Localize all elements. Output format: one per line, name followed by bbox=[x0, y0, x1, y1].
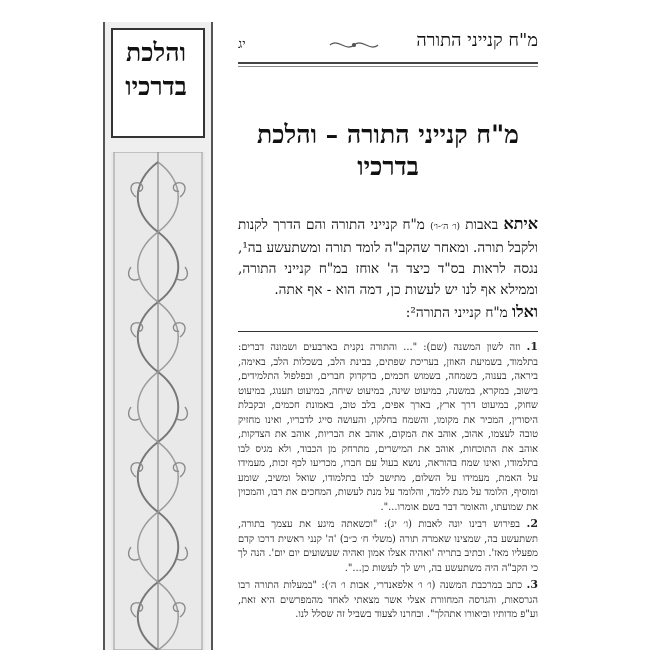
header-ornament-icon bbox=[328, 38, 380, 52]
page-number: יג bbox=[238, 37, 246, 52]
footnote-separator bbox=[238, 331, 538, 332]
side-title bbox=[113, 36, 199, 104]
side-column bbox=[103, 22, 213, 650]
main-text bbox=[238, 213, 538, 324]
side-title-line2: בדרכיו bbox=[125, 72, 187, 101]
footnote bbox=[238, 517, 538, 576]
footnote-text: כתב במרכבת המשנה (ו׳ ו׳ אלפאנדרי, אבות ו׳ ה׳): "במעלות התורה רבו הגרסאות, והגרסה המחוורת אצלי אשר מצאתי לאחד מהמפרשים היא זאת, וע"פ מדותיו וביאורו אתהלך". ובחרנו לצעוד בשביל זה שסלל לנו. bbox=[238, 580, 538, 620]
source-reference: (ו׳ ה׳-ו׳) bbox=[430, 222, 460, 232]
side-title-line1: והלכת bbox=[126, 38, 186, 67]
paragraph-text: מ"ח קנייני התורה²: bbox=[405, 305, 513, 321]
header-rule-thin bbox=[238, 66, 538, 67]
footnote-text: וזה לשון המשנה (שם): "... והתורה נקנית בארבעים ושמונה דברים: בתלמוד, בשמיעת האוזן, בעריכת שפתים, בבינת הלב, בשכלות הלב, באימה, ביראה, בענוה, בשמחה, בשמוש חכמים, בדקדוק חברים, ובפלפול התלמידים, בישוב, במקרא, במשנה, במיעוט שינה, במיעוט שיחה, במיעוט תענוג, במיעוט שחוק, במיעוט דרך ארץ, בארך אפים, בלב טוב, באמונת חכמים, ובקבלת היסורין, המכיר את מקומו, והשמח בחלקו, והעושה סייג לדבריו, ואינו מחזיק טובה לעצמו, אהוב, אוהב את המקום, אוהב את הבריות, אוהב את הצדקות, אוהב את התוכחות, אוהב את המישרים, מתרחק מן הכבוד, ולא מגיס לבו בתלמודו, ואינו שמח בהוראה, נושא בעול עם חברו, מכריעו לכף זכות, מעמידו על האמת, מעמידו על השלום, מתישב לבו בתלמודו, שואל ומשיב, שומע ומוסיף, הלומד על מנת ללמד, והלומד על מנת לעשות, המחכים את רבו, והמכוין את שמועתו, והאומר דבר בשם אומרו...". bbox=[238, 342, 538, 513]
side-title-box bbox=[111, 28, 205, 138]
footnote-number: 2. bbox=[526, 517, 538, 530]
footnote-text: בפירוש רבינו יונה לאבות (ו׳ יג): "וכשאתה מיגע את עצמך בתורה, תשתעשע בה, שמצינו שאמרה תורה (משלי ח׳ כ״ב) 'ה' קנני ראשית דרכו קדם מפעליו מאז'. וכתיב בתריה 'ואהיה אצלו אמון ואהיה שעשועים יום יום'. הנה לך כי הקב"ה היה משתעשע בה, ויש לך לעשות כן...". bbox=[238, 519, 538, 574]
floral-ornament-icon bbox=[111, 152, 205, 650]
paragraph-1 bbox=[238, 213, 538, 301]
paragraph-text: באבות bbox=[459, 217, 504, 233]
footnote bbox=[238, 578, 538, 623]
paragraph-2 bbox=[238, 301, 538, 324]
paragraph-text: מ"ח קנייני התורה והם הדרך לקנות ולקבל תורה. ומאחר שהקב"ה לומד תורה ומשתעשע בה¹, נגסה לראות בס"ד כיצד ה' אוחז במ"ח קנייני התורה, וממילא אף לנו יש לעשות כן, דמה הוא - אף אתה. bbox=[238, 217, 538, 298]
footnotes bbox=[238, 340, 538, 625]
chapter-title-line2: בדרכיו bbox=[357, 152, 419, 181]
lead-word: איתא bbox=[503, 214, 538, 233]
lead-word: ואלו bbox=[512, 302, 538, 321]
footnote-number: 1. bbox=[526, 340, 538, 353]
header-rule bbox=[238, 62, 538, 64]
chapter-title-line1: מ"ח קנייני התורה – והלכת bbox=[257, 120, 519, 149]
footnote bbox=[238, 340, 538, 515]
running-head: מ"ח קנייני התורה bbox=[416, 30, 538, 51]
footnote-number: 3. bbox=[526, 578, 538, 591]
